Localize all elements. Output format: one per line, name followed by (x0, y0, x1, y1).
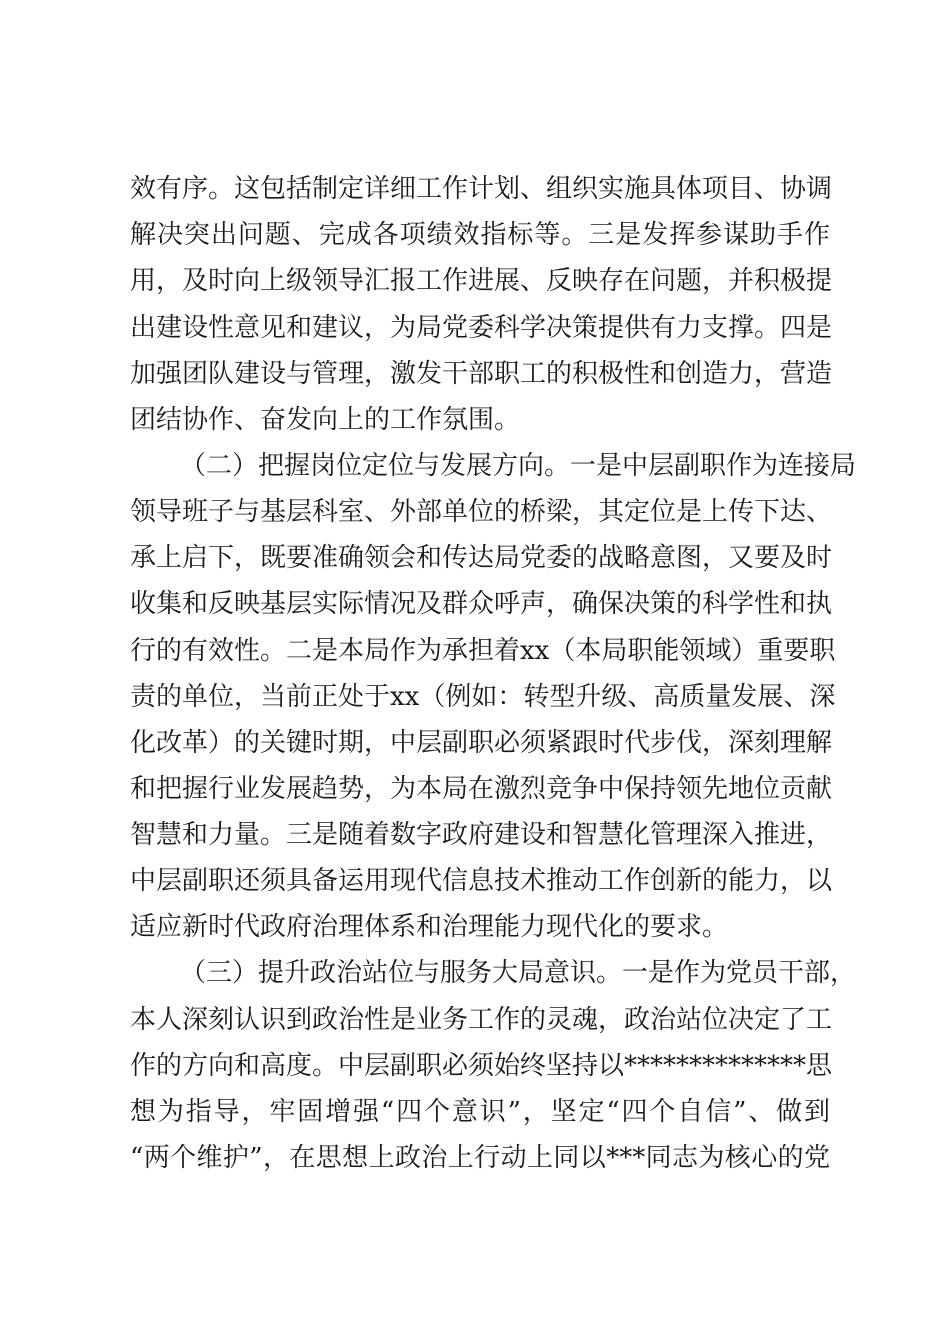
text-line: 智慧和力量。三是随着数字政府建设和智慧化管理深入推进， (130, 820, 833, 850)
text-line: 责的单位，当前正处于xx（例如：转型升级、高质量发展、深 (130, 682, 836, 712)
text-line: 加强团队建设与管理，激发干部职工的积极性和创造力，营造 (130, 359, 833, 389)
text-line: 想为指导，牢固增强“四个意识”，坚定“四个自信”、做到 (130, 1097, 830, 1127)
text-line: 行的有效性。二是本局作为承担着xx（本局职能领域）重要职 (130, 636, 836, 666)
text-line: 承上启下，既要准确领会和传达局党委的战略意图，又要及时 (130, 543, 833, 573)
text-line: 解决突出问题、完成各项绩效指标等。三是发挥参谋助手作 (130, 220, 830, 250)
section-heading-line: （二）把握岗位定位与发展方向。一是中层副职作为连接局 (180, 451, 857, 481)
text-line: 和把握行业发展趋势，为本局在激烈竞争中保持领先地位贡献 (130, 774, 833, 804)
text-line: 团结协作、奋发向上的工作氛围。 (130, 405, 521, 435)
section-heading-line: （三）提升政治站位与服务大局意识。一是作为党员干部， (180, 958, 857, 988)
text-line: 中层副职还须具备运用现代信息技术推动工作创新的能力，以 (130, 866, 833, 896)
text-line: 出建设性意见和建议，为局党委科学决策提供有力支撑。四是 (130, 313, 833, 343)
text-line: “两个维护”，在思想上政治上行动上同以***同志为核心的党 (130, 1143, 830, 1173)
text-line: 适应新时代政府治理体系和治理能力现代化的要求。 (130, 912, 729, 942)
text-line: 本人深刻认识到政治性是业务工作的灵魂，政治站位决定了工 (130, 1005, 833, 1035)
text-line: 效有序。这包括制定详细工作计划、组织实施具体项目、协调 (130, 174, 833, 204)
text-line: 作的方向和高度。中层副职必须始终坚持以**************思 (130, 1051, 833, 1081)
text-line: 用，及时向上级领导汇报工作进展、反映存在问题，并积极提 (130, 266, 833, 296)
text-line: 收集和反映基层实际情况及群众呼声，确保决策的科学性和执 (130, 589, 833, 619)
text-line: 领导班子与基层科室、外部单位的桥梁，其定位是上传下达、 (130, 497, 833, 527)
text-line: 化改革）的关键时期，中层副职必须紧跟时代步伐，深刻理解 (130, 728, 833, 758)
